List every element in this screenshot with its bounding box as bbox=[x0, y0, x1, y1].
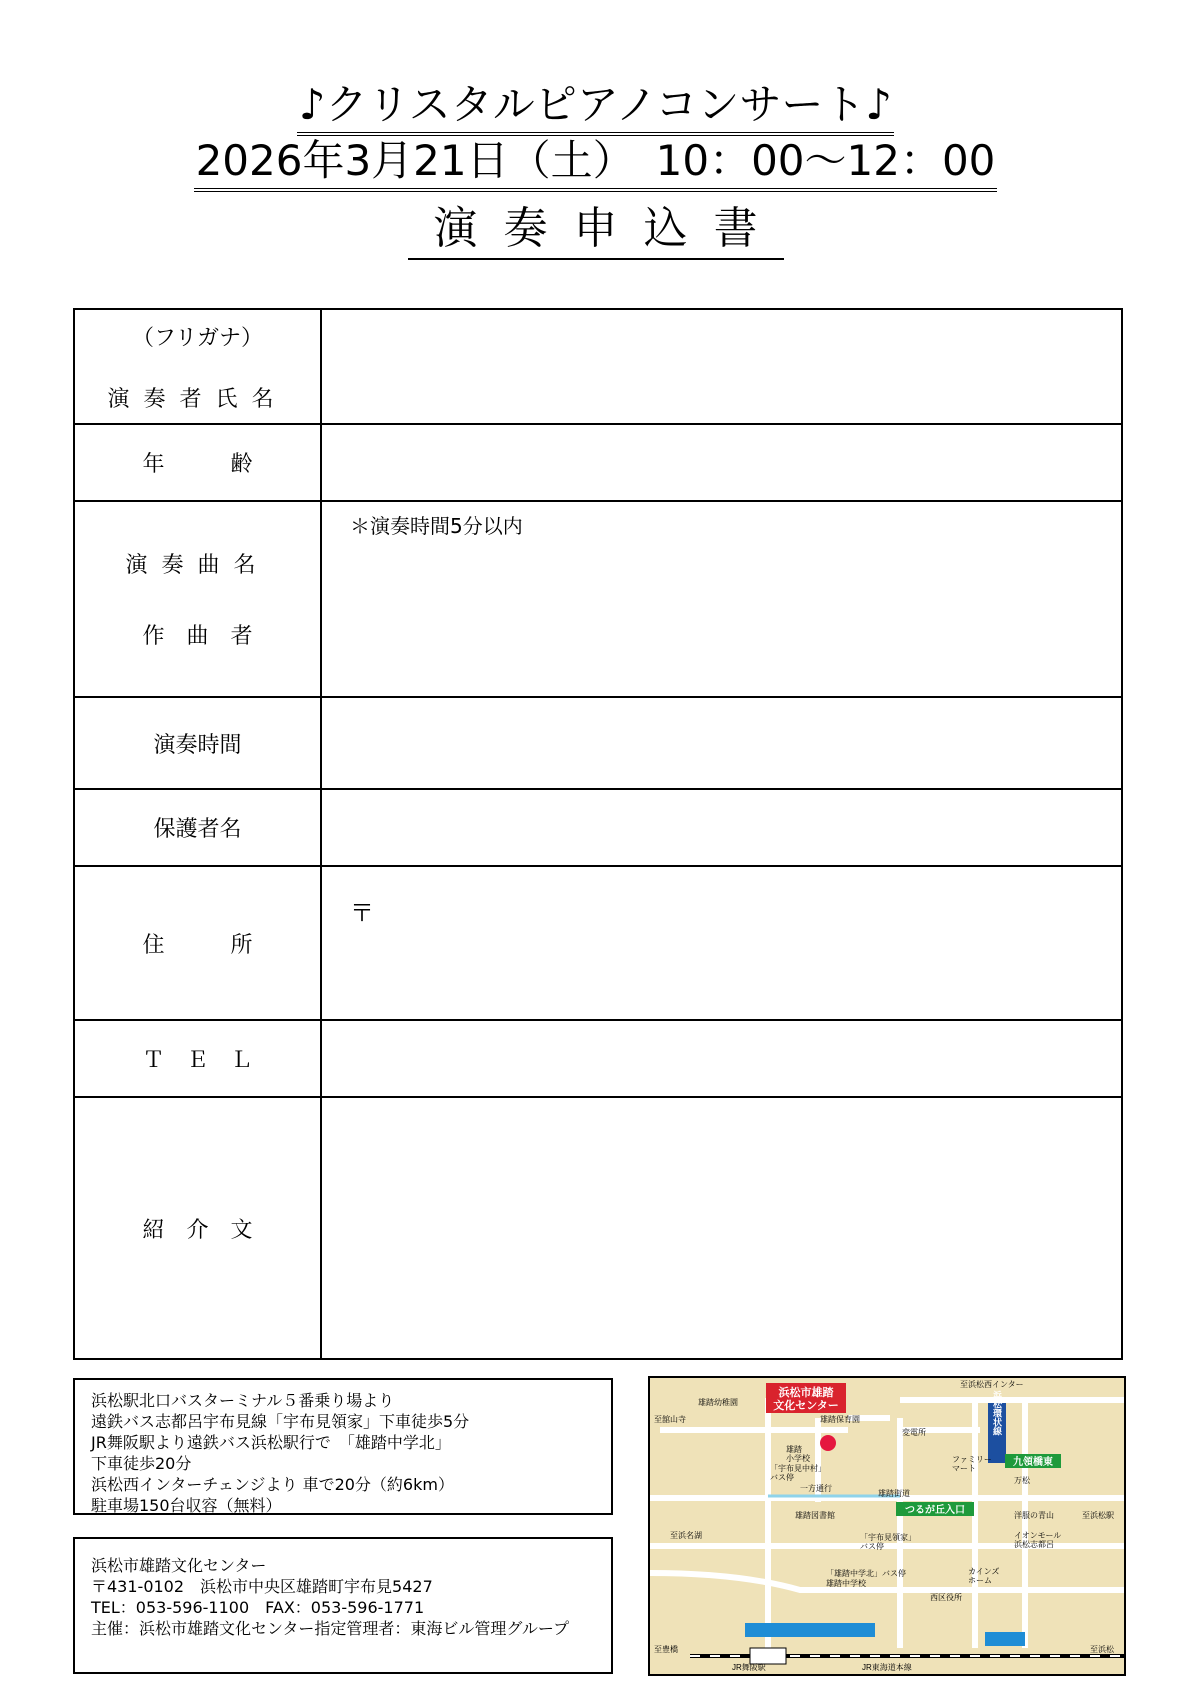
water bbox=[985, 1632, 1025, 1646]
form-row-address bbox=[74, 866, 1122, 1020]
place-label: 雄踏幼稚園 bbox=[698, 1398, 738, 1407]
place-label: バス停 bbox=[770, 1473, 794, 1482]
label-introduction: 紹 介 文 bbox=[74, 1097, 321, 1359]
place-label: 雄踏 bbox=[786, 1445, 802, 1454]
place-label: 「宇布見中村」 bbox=[770, 1464, 826, 1473]
place-label: バス停 bbox=[860, 1542, 884, 1551]
place-label: 小学校 bbox=[786, 1454, 810, 1463]
place-label: 至浜松駅 bbox=[1082, 1511, 1114, 1520]
place-label: 西区役所 bbox=[930, 1593, 962, 1602]
application-form bbox=[73, 308, 1123, 1360]
place-label: ホーム bbox=[968, 1576, 992, 1585]
water bbox=[745, 1623, 875, 1637]
concert-title: ♪クリスタルピアノコンサート♪ bbox=[0, 78, 1191, 136]
contact-line: 浜松市雄踏文化センター bbox=[91, 1556, 267, 1575]
form-row-name bbox=[74, 309, 1122, 424]
input-age[interactable] bbox=[321, 424, 1122, 501]
form-title: 演奏申込書 bbox=[0, 200, 1191, 260]
access-line: JR舞阪駅より遠鉄バス浜松駅行で 「雄踏中学北」 bbox=[91, 1433, 451, 1452]
place-label: 万松 bbox=[1014, 1476, 1030, 1485]
postal-mark: 〒 bbox=[350, 899, 374, 927]
input-tel[interactable] bbox=[321, 1020, 1122, 1097]
form-row-intro bbox=[74, 1097, 1122, 1359]
kuryo-badge: 九領橋東 bbox=[1013, 1457, 1053, 1468]
input-introduction[interactable] bbox=[321, 1097, 1122, 1359]
access-line: 浜松西インターチェンジより 車で20分（約6km） bbox=[91, 1475, 454, 1494]
place-label: 至豊橋 bbox=[654, 1645, 678, 1654]
place-label: 雄踏保育園 bbox=[820, 1415, 860, 1424]
place-label: 至浜松 bbox=[1090, 1645, 1114, 1654]
place-label: 至浜名湖 bbox=[670, 1531, 702, 1540]
map-svg bbox=[650, 1378, 1124, 1674]
place-label: 雄踏中学校 bbox=[826, 1579, 866, 1588]
label-composer: 作 曲 者 bbox=[142, 624, 253, 649]
input-performance-time[interactable] bbox=[321, 697, 1122, 789]
input-performer-name[interactable] bbox=[321, 309, 1122, 424]
place-label: 変電所 bbox=[902, 1428, 926, 1437]
place-label: 至舘山寺 bbox=[654, 1415, 686, 1424]
label-tel: Ｔ Ｅ Ｌ bbox=[74, 1020, 321, 1097]
access-info bbox=[73, 1378, 613, 1515]
maisaka-station-mark bbox=[750, 1648, 786, 1664]
form-row-tel bbox=[74, 1020, 1122, 1097]
label-guardian-name: 保護者名 bbox=[74, 789, 321, 866]
tsuruga-badge: つるが丘入口 bbox=[905, 1505, 965, 1516]
access-line: 遠鉄バス志都呂宇布見線「宇布見領家」下車徒歩5分 bbox=[91, 1412, 470, 1431]
input-guardian-name[interactable] bbox=[321, 789, 1122, 866]
place-label: マート bbox=[952, 1464, 976, 1473]
place-label: 一方通行 bbox=[800, 1484, 832, 1493]
place-label: 洋服の青山 bbox=[1014, 1511, 1054, 1520]
contact-line: 主催：浜松市雄踏文化センター指定管理者：東海ビル管理グループ bbox=[91, 1619, 570, 1638]
label-performer-name: 演奏者氏名 bbox=[107, 386, 288, 412]
contact-line: TEL：053-596-1100 FAX：053-596-1771 bbox=[91, 1598, 425, 1617]
label-age: 年 齢 bbox=[74, 424, 321, 501]
map-background bbox=[650, 1378, 1124, 1674]
piece-time-note: ＊演奏時間5分以内 bbox=[350, 514, 523, 538]
route-label: 浜松環状線 bbox=[992, 1390, 1002, 1436]
access-line: 駐車場150台収容（無料） bbox=[91, 1496, 282, 1515]
label-piece-cell bbox=[74, 501, 321, 697]
label-performance-time: 演奏時間 bbox=[74, 697, 321, 789]
form-row-guardian bbox=[74, 789, 1122, 866]
form-row-time bbox=[74, 697, 1122, 789]
input-piece[interactable] bbox=[321, 501, 1122, 697]
place-label: 雄踏街道 bbox=[878, 1489, 910, 1498]
place-label: 雄踏図書館 bbox=[795, 1511, 835, 1520]
place-label: 至浜松西インター bbox=[960, 1380, 1024, 1389]
contact-line: 〒431-0102 浜松市中央区雄踏町宇布見5427 bbox=[91, 1577, 433, 1596]
access-line: 下車徒歩20分 bbox=[91, 1454, 192, 1473]
place-label: JR舞阪駅 bbox=[732, 1663, 766, 1672]
label-furigana: （フリガナ） bbox=[132, 325, 263, 351]
place-label: 浜松志都呂 bbox=[1014, 1540, 1054, 1549]
contact-info bbox=[73, 1537, 613, 1674]
place-label: ファミリー bbox=[952, 1455, 992, 1464]
label-name-cell bbox=[74, 309, 321, 424]
input-address[interactable] bbox=[321, 866, 1122, 1020]
venue-label-2: 文化センター bbox=[773, 1400, 839, 1412]
place-label: イオンモール bbox=[1014, 1531, 1062, 1540]
form-row-piece bbox=[74, 501, 1122, 697]
place-label: カインズ bbox=[968, 1567, 1000, 1576]
label-address: 住 所 bbox=[74, 866, 321, 1020]
concert-datetime: 2026年3月21日（土） 10：00～12：00 bbox=[0, 134, 1191, 192]
place-label: 「宇布見領家」 bbox=[860, 1533, 916, 1542]
label-piece: 演奏曲名 bbox=[125, 553, 270, 578]
access-line: 浜松駅北口バスターミナル５番乗り場より bbox=[91, 1391, 395, 1410]
place-label: 「雄踏中学北」バス停 bbox=[826, 1569, 906, 1578]
access-map bbox=[648, 1376, 1126, 1676]
form-row-age bbox=[74, 424, 1122, 501]
venue-label-1: 浜松市雄踏 bbox=[778, 1387, 834, 1399]
place-label: JR東海道本線 bbox=[862, 1663, 912, 1672]
